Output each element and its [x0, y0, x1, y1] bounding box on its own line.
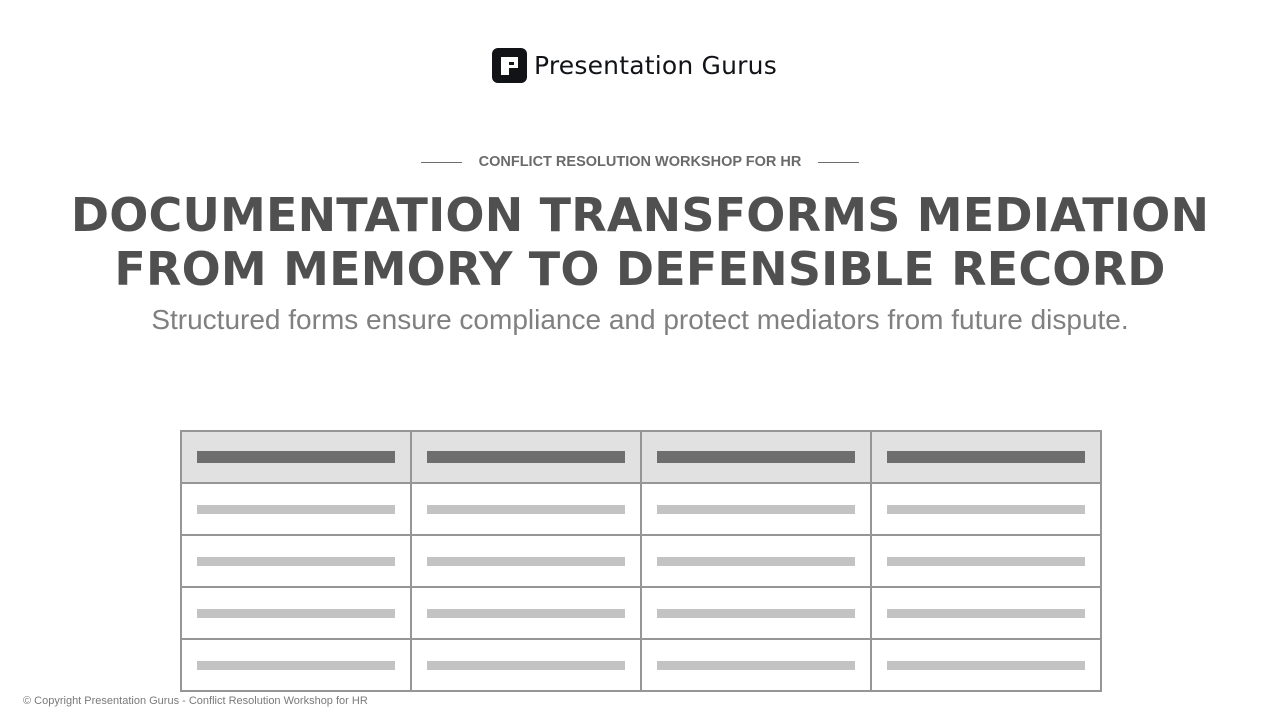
- cell-placeholder-bar: [887, 505, 1085, 514]
- table-cell: [181, 639, 411, 691]
- table-cell: [411, 639, 641, 691]
- table-cell: [411, 483, 641, 535]
- table-cell: [871, 535, 1101, 587]
- header-placeholder-bar: [197, 451, 395, 463]
- cell-placeholder-bar: [427, 505, 625, 514]
- eyebrow: [0, 152, 1280, 172]
- table-cell: [641, 483, 871, 535]
- placeholder-table: [180, 430, 1102, 692]
- cell-placeholder-bar: [657, 505, 855, 514]
- presentation-gurus-mark-icon: [492, 48, 527, 83]
- table-cell: [871, 483, 1101, 535]
- slide-subtitle: Structured forms ensure compliance and protect mediators from future dispute.: [151, 304, 1129, 335]
- brand-logo: [492, 47, 777, 84]
- cell-placeholder-bar: [657, 557, 855, 566]
- table-row: [181, 483, 1101, 535]
- slide-title: DOCUMENTATION TRANSFORMS MEDIATION FROM MEMORY TO DEFENSIBLE RECORD: [70, 188, 1210, 296]
- table-cell: [411, 535, 641, 587]
- header-placeholder-bar: [887, 451, 1085, 463]
- table-cell: [411, 587, 641, 639]
- table-cell: [181, 483, 411, 535]
- table-row: [181, 535, 1101, 587]
- cell-placeholder-bar: [657, 661, 855, 670]
- cell-placeholder-bar: [427, 609, 625, 618]
- footer-copyright: © Copyright Presentation Gurus - Conflict Resolution Workshop for HR: [23, 695, 368, 707]
- header-placeholder-bar: [427, 451, 625, 463]
- cell-placeholder-bar: [197, 609, 395, 618]
- table-cell: [641, 639, 871, 691]
- cell-placeholder-bar: [197, 505, 395, 514]
- cell-placeholder-bar: [197, 661, 395, 670]
- cell-placeholder-bar: [887, 557, 1085, 566]
- eyebrow-rule-right: [818, 162, 859, 163]
- cell-placeholder-bar: [657, 609, 855, 618]
- table-header-cell: [641, 431, 871, 483]
- brand-name: Presentation Gurus: [534, 51, 777, 80]
- cell-placeholder-bar: [887, 661, 1085, 670]
- cell-placeholder-bar: [427, 661, 625, 670]
- table-row: [181, 639, 1101, 691]
- table-cell: [871, 639, 1101, 691]
- table-header-row: [181, 431, 1101, 483]
- cell-placeholder-bar: [197, 557, 395, 566]
- table-header: [181, 431, 1101, 483]
- table-body: [181, 483, 1101, 691]
- table-cell: [641, 535, 871, 587]
- eyebrow-label: CONFLICT RESOLUTION WORKSHOP FOR HR: [478, 154, 802, 170]
- table-cell: [181, 535, 411, 587]
- table-cell: [641, 587, 871, 639]
- table-cell: [181, 587, 411, 639]
- table-header-cell: [181, 431, 411, 483]
- cell-placeholder-bar: [427, 557, 625, 566]
- table-row: [181, 587, 1101, 639]
- eyebrow-rule-left: [421, 162, 462, 163]
- table-header-cell: [411, 431, 641, 483]
- cell-placeholder-bar: [887, 609, 1085, 618]
- table-cell: [871, 587, 1101, 639]
- header-placeholder-bar: [657, 451, 855, 463]
- table-header-cell: [871, 431, 1101, 483]
